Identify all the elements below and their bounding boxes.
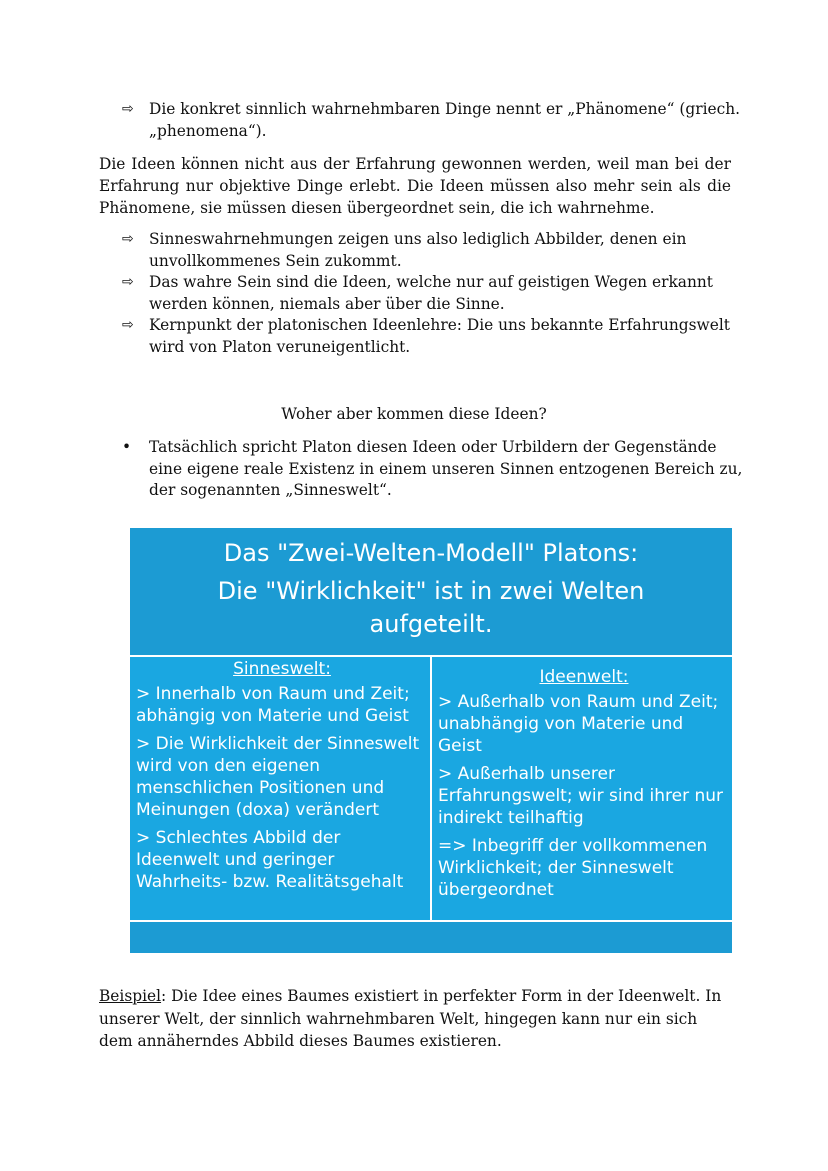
list-item-text: Kernpunkt der platonischen Ideenlehre: Die uns bekannte Erfahrungswelt wird von Platon veruneigentlicht.: [149, 316, 730, 356]
section-question: Woher aber kommen diese Ideen?: [281, 405, 547, 423]
sinneswelt-heading: Sinneswelt:: [233, 659, 331, 679]
model-title: Das "Zwei-Welten-Modell" Platons:: [223, 539, 639, 567]
dot-bullet-item: [122, 437, 749, 502]
dot-bullet-text: Tatsächlich spricht Platon diesen Ideen oder Urbildern der Gegenstände eine eigene reale Existenz in einem unseren Sinnen entzogenen Bereich zu, der sogenannten „Sinneswelt“.: [149, 438, 743, 499]
model-subtitle: Die "Wirklichkeit" ist in zwei Welten aufgeteilt.: [217, 577, 645, 638]
ideenwelt-item: > Außerhalb von Raum und Zeit; unabhängig von Materie und Geist: [438, 692, 719, 756]
sinneswelt-item: > Die Wirklichkeit der Sinneswelt wird von den eigenen menschlichen Positionen und Meinungen (doxa) verändert: [136, 734, 420, 820]
arrow-right-icon: ⇨: [122, 101, 134, 117]
sinneswelt-item: > Innerhalb von Raum und Zeit; abhängig von Materie und Geist: [136, 684, 410, 726]
sinneswelt-column: [136, 657, 428, 893]
column-divider: [430, 657, 432, 920]
ideenwelt-heading: Ideenwelt:: [539, 667, 629, 687]
ideenwelt-column: [438, 657, 730, 901]
arrow-right-icon: ⇨: [122, 274, 134, 290]
list-item: [122, 229, 742, 272]
list-item-text: Sinneswahrnehmungen zeigen uns also lediglich Abbilder, denen ein unvollkommenes Sein zukommt.: [149, 230, 687, 270]
model-header: [130, 528, 732, 655]
arrow-bullet-list: [122, 229, 742, 358]
intro-arrow-list: [122, 99, 742, 142]
list-item: [122, 99, 742, 142]
two-worlds-model-diagram: [130, 528, 732, 953]
body-paragraph: Die Ideen können nicht aus der Erfahrung gewonnen werden, weil man bei der Erfahrung nur objektive Dinge erlebt. Die Ideen müssen also mehr sein als die Phänomene, sie müssen diesen übergeordnet sein, die ich wahrnehme.: [99, 155, 731, 217]
example-text: : Die Idee eines Baumes existiert in perfekter Form in der Ideenwelt. In unserer Welt, der sinnlich wahrnehmbaren Welt, hingegen kann nur ein sich dem annäherndes Abbild dieses Baumes existieren.: [99, 987, 722, 1050]
list-item: [122, 272, 742, 315]
arrow-right-icon: ⇨: [122, 231, 134, 247]
ideenwelt-item: => Inbegriff der vollkommenen Wirklichkeit; der Sinneswelt übergeordnet: [438, 836, 708, 900]
list-item-text: Die konkret sinnlich wahrnehmbaren Dinge nennt er „Phänomene“ (griech. „phenomena“).: [149, 100, 741, 140]
list-item-text: Das wahre Sein sind die Ideen, welche nur auf geistigen Wegen erkannt werden können, niemals aber über die Sinne.: [149, 273, 713, 313]
sinneswelt-item: > Schlechtes Abbild der Ideenwelt und geringer Wahrheits- bzw. Realitätsgehalt: [136, 828, 404, 892]
example-label: Beispiel: [99, 987, 162, 1005]
arrow-right-icon: ⇨: [122, 317, 134, 333]
list-item: [122, 315, 742, 358]
model-footer-bar: [130, 922, 732, 953]
bullet-dot-icon: •: [122, 438, 132, 456]
example-paragraph: [99, 985, 731, 1053]
ideenwelt-item: > Außerhalb unserer Erfahrungswelt; wir sind ihrer nur indirekt teilhaftig: [438, 764, 724, 828]
